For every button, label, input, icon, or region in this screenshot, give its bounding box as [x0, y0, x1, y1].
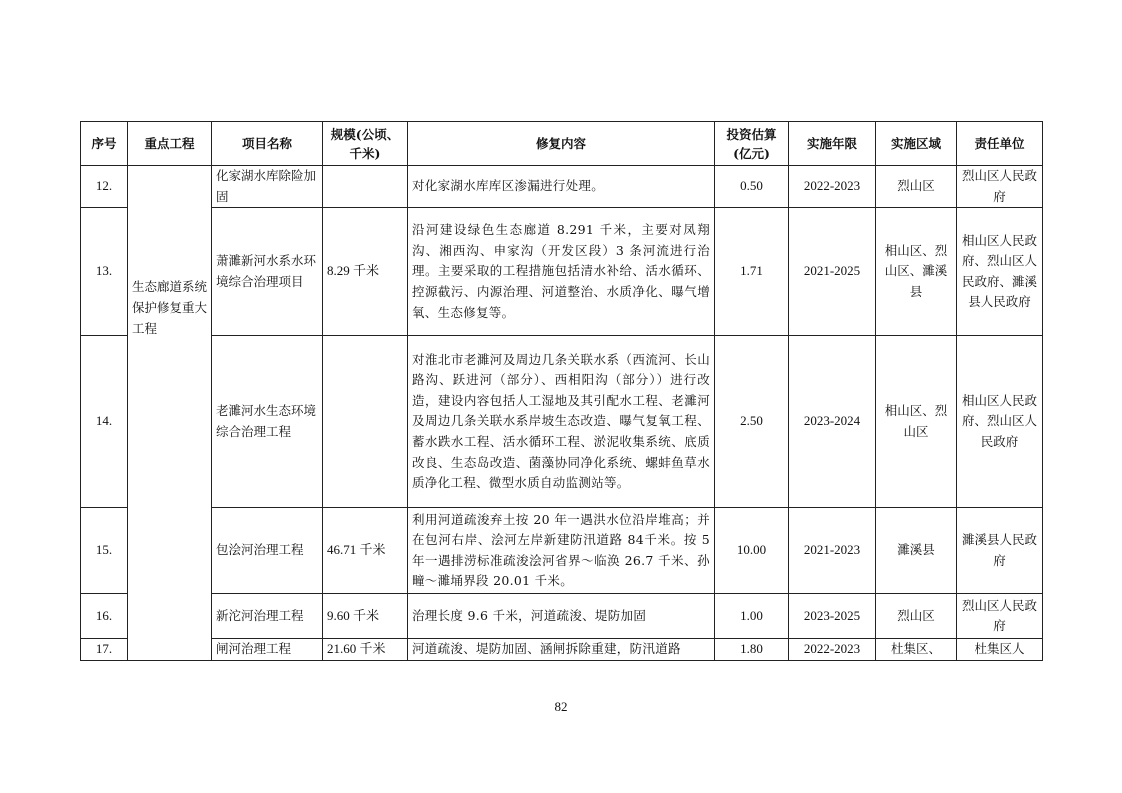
- years-value: 2022-2023: [789, 166, 876, 208]
- unit-value: 烈山区人民政府: [957, 166, 1043, 208]
- unit-value: 相山区人民政府、烈山区人民政府、濉溪县人民政府: [957, 208, 1043, 336]
- scale-value: 9.60 千米: [323, 594, 408, 639]
- invest-value: 1.00: [715, 594, 789, 639]
- row-no: 13.: [81, 208, 128, 336]
- header-invest: [715, 122, 789, 166]
- invest-value: 1.71: [715, 208, 789, 336]
- header-scale: [323, 122, 408, 166]
- row-no: 15.: [81, 508, 128, 594]
- table-row: [81, 639, 1043, 661]
- table-row: [81, 166, 1043, 208]
- years-value: 2021-2023: [789, 508, 876, 594]
- region-value: 烈山区: [876, 594, 957, 639]
- restoration-content: 对淮北市老濉河及周边几条关联水系（西流河、长山路沟、跃进河（部分）、西相阳沟（部分））进行改造，建设内容包括人工湿地及其引配水工程、老濉河及周边几条关联水系岸坡生态改造、曝气复氧工程、蓄水跌水工程、活水循环工程、淤泥收集系统、底质改良、生态岛改造、菌藻协同净化系统、螺蚌鱼草水质净化工程、微型水质自动监测站等。: [408, 336, 715, 508]
- header-scale-line2: 千米): [349, 145, 381, 161]
- restoration-content: 河道疏浚、堤防加固、涵闸拆除重建，防汛道路: [408, 639, 715, 661]
- region-value: 相山区、烈山区: [876, 336, 957, 508]
- project-name: 老濉河水生态环境综合治理工程: [212, 336, 323, 508]
- header-region: 实施区域: [876, 122, 957, 166]
- unit-value: 相山区人民政府、烈山区人民政府: [957, 336, 1043, 508]
- project-table: [80, 121, 1043, 661]
- project-name: 新沱河治理工程: [212, 594, 323, 639]
- row-no: 12.: [81, 166, 128, 208]
- years-value: 2023-2025: [789, 594, 876, 639]
- years-value: 2022-2023: [789, 639, 876, 661]
- unit-value: 杜集区人: [957, 639, 1043, 661]
- header-scale-line1: 规模(公顷、: [330, 126, 400, 142]
- table-row: [81, 336, 1043, 508]
- restoration-content: 治理长度 9.6 千米，河道疏浚、堤防加固: [408, 594, 715, 639]
- project-name: 包浍河治理工程: [212, 508, 323, 594]
- project-name: 化家湖水库除险加固: [212, 166, 323, 208]
- header-years: 实施年限: [789, 122, 876, 166]
- invest-value: 2.50: [715, 336, 789, 508]
- table-row: [81, 208, 1043, 336]
- unit-value: 烈山区人民政府: [957, 594, 1043, 639]
- restoration-content: 沿河建设绿色生态廊道 8.291 千米，主要对凤翔沟、湘西沟、申家沟（开发区段）3 条河流进行治理。主要采取的工程措施包括清水补给、活水循环、控源截污、内源治理、河道整治、水质净化、曝气增氧、生态修复等。: [408, 208, 715, 336]
- header-invest-line1: 投资估算: [726, 126, 777, 142]
- header-key-project: 重点工程: [128, 122, 212, 166]
- table-row: [81, 594, 1043, 639]
- invest-value: 1.80: [715, 639, 789, 661]
- region-value: 濉溪县: [876, 508, 957, 594]
- row-no: 14.: [81, 336, 128, 508]
- header-unit: 责任单位: [957, 122, 1043, 166]
- restoration-content: 对化家湖水库库区渗漏进行处理。: [408, 166, 715, 208]
- region-value: 烈山区: [876, 166, 957, 208]
- years-value: 2023-2024: [789, 336, 876, 508]
- scale-value: 8.29 千米: [323, 208, 408, 336]
- table-header-row: [81, 122, 1043, 166]
- scale-value: [323, 336, 408, 508]
- header-project-name: 项目名称: [212, 122, 323, 166]
- invest-value: 10.00: [715, 508, 789, 594]
- header-content: 修复内容: [408, 122, 715, 166]
- scale-value: 21.60 千米: [323, 639, 408, 661]
- page-number: 82: [554, 699, 568, 714]
- project-name: 萧濉新河水系水环境综合治理项目: [212, 208, 323, 336]
- header-no: 序号: [81, 122, 128, 166]
- restoration-content: 利用河道疏浚弃土按 20 年一遇洪水位沿岸堆高；并在包河右岸、浍河左岸新建防汛道路 84千米。按 5 年一遇排涝标准疏浚浍河省界～临涣 26.7 千米、孙疃～濉埇界段 20.01 千米。: [408, 508, 715, 594]
- unit-value: 濉溪县人民政府: [957, 508, 1043, 594]
- row-no: 16.: [81, 594, 128, 639]
- region-value: 相山区、烈山区、濉溪县: [876, 208, 957, 336]
- region-value: 杜集区、: [876, 639, 957, 661]
- scale-value: [323, 166, 408, 208]
- years-value: 2021-2025: [789, 208, 876, 336]
- key-project-cell: 生态廊道系统保护修复重大工程: [128, 166, 212, 661]
- invest-value: 0.50: [715, 166, 789, 208]
- project-name: 闸河治理工程: [212, 639, 323, 661]
- row-no: 17.: [81, 639, 128, 661]
- scale-value: 46.71 千米: [323, 508, 408, 594]
- table-row: [81, 508, 1043, 594]
- header-invest-line2: (亿元): [733, 145, 770, 161]
